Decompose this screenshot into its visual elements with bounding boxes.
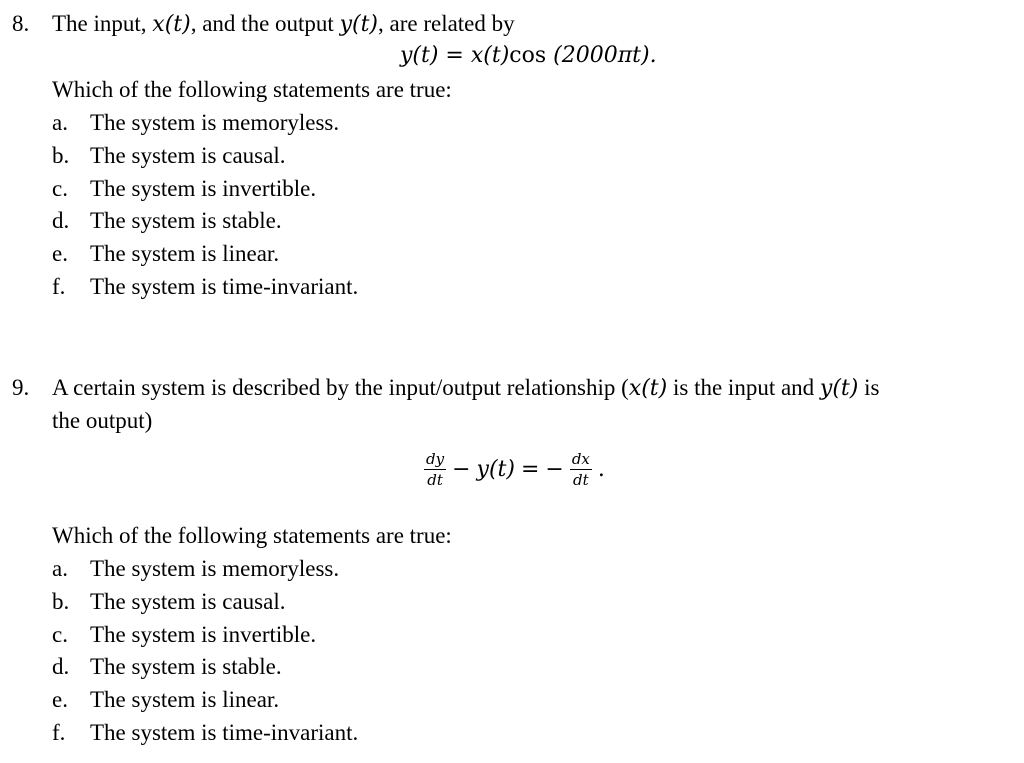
question-9-number: 9. [12, 375, 30, 400]
fraction-numerator: dx [571, 450, 590, 468]
fraction-dy-dt [424, 452, 446, 489]
option-letter: e. [52, 687, 68, 712]
option-letter: d. [52, 654, 70, 679]
option-text: The system is causal. [90, 589, 286, 614]
option-letter: f. [52, 274, 66, 299]
fraction-numerator: dy [426, 450, 445, 468]
option-letter: c. [52, 622, 68, 647]
question-9-equation [424, 452, 605, 489]
option-text: The system is causal. [90, 143, 286, 168]
option-text: The system is memoryless. [90, 110, 340, 135]
lead-text: is [858, 375, 880, 400]
option-letter: a. [52, 110, 68, 135]
eq-rhs-x: x(t) [470, 43, 510, 68]
lead-text: is the input and [667, 375, 820, 400]
question-9-lead-line1 [52, 376, 879, 400]
option-text: The system is invertible. [90, 622, 317, 647]
eq-lhs: y(t) [400, 43, 439, 68]
option-letter: d. [52, 208, 70, 233]
option-letter: b. [52, 589, 70, 614]
option-text: The system is memoryless. [90, 556, 340, 581]
option-text: The system is invertible. [90, 176, 317, 201]
option-letter: f. [52, 720, 66, 745]
eq-rhs-arg: (2000πt). [546, 43, 657, 68]
question-9-lead-line2: the output) [52, 408, 153, 433]
option-text: The system is linear. [90, 687, 280, 712]
option-letter: c. [52, 176, 68, 201]
lead-text: , are related by [378, 11, 515, 36]
fraction-dx-dt [570, 452, 592, 489]
question-8-prompt: Which of the following statements are true: [52, 77, 452, 102]
lead-text: A certain system is described by the input/output relationship ( [52, 375, 629, 400]
eq-rhs-func: cos [509, 43, 547, 68]
option-text: The system is linear. [90, 241, 280, 266]
lead-math-y: y(t) [819, 376, 859, 401]
eq-y: y(t) [476, 457, 515, 483]
lead-math-x: x(t) [152, 12, 191, 37]
fraction-denominator: dt [573, 470, 589, 489]
fraction-denominator: dt [427, 470, 443, 489]
option-text: The system is time-invariant. [90, 274, 359, 299]
question-8-lead [52, 12, 515, 36]
option-text: The system is time-invariant. [90, 720, 359, 745]
eq-period: . [597, 457, 605, 483]
option-letter: e. [52, 241, 68, 266]
question-8-equation [400, 45, 657, 67]
option-text: The system is stable. [90, 654, 282, 679]
eq-minus: − [452, 457, 471, 483]
question-8-number: 8. [12, 11, 30, 36]
question-9-prompt: Which of the following statements are true: [52, 523, 452, 548]
eq-equals: = [520, 457, 540, 483]
option-letter: a. [52, 556, 68, 581]
option-letter: b. [52, 143, 70, 168]
lead-math-x: x(t) [628, 376, 668, 401]
eq-equals: = [438, 43, 471, 68]
option-text: The system is stable. [90, 208, 282, 233]
lead-math-y: y(t) [339, 12, 378, 37]
lead-text: The input, [52, 11, 153, 36]
lead-text: , and the output [190, 11, 340, 36]
eq-negative: − [545, 457, 564, 483]
